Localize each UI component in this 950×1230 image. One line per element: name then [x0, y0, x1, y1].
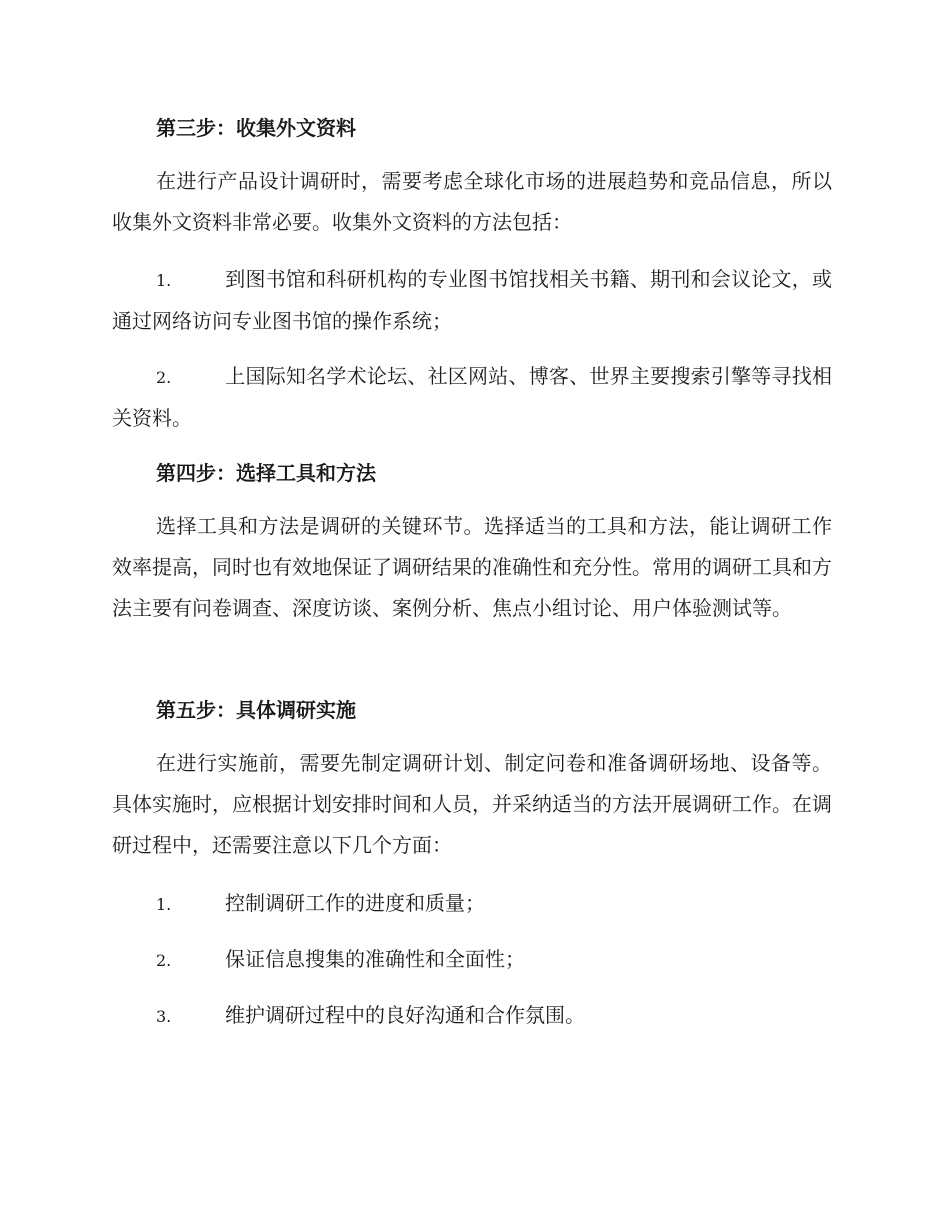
- section-paragraph: 在进行实施前，需要先制定调研计划、制定问卷和准备调研场地、设备等。具体实施时，应根据计划安排时间和人员，并采纳适当的方法开展调研工作。在调研过程中，还需要注意以下几个方面：: [112, 751, 832, 857]
- list-item-number: 3.: [156, 1007, 172, 1026]
- section-paragraph: 在进行产品设计调研时，需要考虑全球化市场的进展趋势和竞品信息，所以收集外文资料非常必要。收集外文资料的方法包括：: [112, 169, 832, 234]
- list-item: [112, 995, 832, 1037]
- list-item-text: 上国际知名学术论坛、社区网站、博客、世界主要搜索引擎等寻找相关资料。: [112, 364, 832, 430]
- section-heading: 第四步：选择工具和方法: [156, 461, 376, 485]
- list-item: [112, 356, 832, 439]
- list-item-number: 1.: [156, 895, 172, 914]
- list-item: [112, 939, 832, 981]
- list-item-number: 2.: [156, 368, 172, 387]
- list-item-text: 控制调研工作的进度和质量；: [225, 891, 485, 915]
- list-item: [112, 883, 832, 925]
- list-item-number: 2.: [156, 951, 172, 970]
- list-item-text: 到图书馆和科研机构的专业图书馆找相关书籍、期刊和会议论文，或通过网络访问专业图书馆的操作系统；: [112, 267, 832, 333]
- section-heading: 第五步：具体调研实施: [156, 698, 356, 722]
- list-item-text: 保证信息搜集的准确性和全面性；: [225, 947, 525, 971]
- section-heading: 第三步：收集外文资料: [156, 116, 356, 140]
- list-item-text: 维护调研过程中的良好沟通和合作氛围。: [225, 1003, 585, 1027]
- list-item: [112, 259, 832, 342]
- section-paragraph: 选择工具和方法是调研的关键环节。选择适当的工具和方法，能让调研工作效率提高，同时也有效地保证了调研结果的准确性和充分性。常用的调研工具和方法主要有问卷调查、深度访谈、案例分析、焦点小组讨论、用户体验测试等。: [112, 514, 832, 620]
- list-item-number: 1.: [156, 271, 172, 290]
